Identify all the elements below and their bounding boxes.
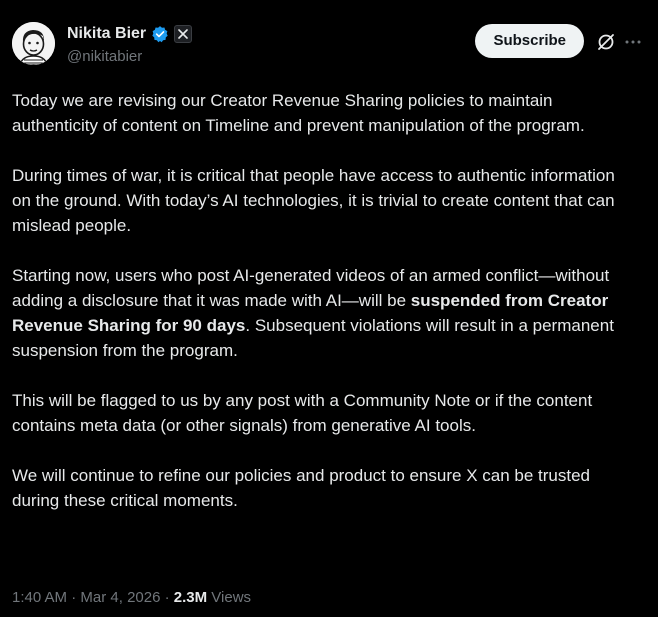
more-icon[interactable]: [624, 32, 642, 52]
post-paragraph: During times of war, it is critical that people have access to authentic information on the ground. With today’s AI technologies, it is trivial to create content that can mislead people.: [12, 166, 615, 235]
post-header: [12, 20, 644, 70]
display-name[interactable]: Nikita Bier: [67, 25, 147, 42]
separator: ·: [160, 589, 174, 606]
name-row: [67, 25, 192, 43]
post-date[interactable]: Mar 4, 2026: [80, 589, 161, 606]
post-paragraph: Today we are revising our Creator Revenue Sharing policies to maintain authenticity of content on Timeline and prevent manipulation of the program.: [12, 91, 585, 135]
post-time[interactable]: 1:40 AM: [12, 589, 68, 606]
post-paragraph: We will continue to refine our policies and product to ensure X can be trusted during these critical moments.: [12, 466, 591, 510]
avatar[interactable]: [12, 22, 55, 65]
paragraph-text: Starting now, users who post AI-generated videos of an armed conflict—without adding a disclosure that it was made with AI—will be: [12, 266, 610, 310]
post-text: [12, 88, 637, 538]
emphasized-text: suspended from Creator Revenue Sharing for 90 days: [12, 291, 609, 335]
separator: ·: [67, 589, 81, 606]
views-label: Views: [207, 589, 252, 606]
subscribe-button[interactable]: Subscribe: [475, 24, 584, 58]
post-paragraph: [12, 263, 637, 363]
paragraph-text: . Subsequent violations will result in a permanent suspension from the program.: [12, 316, 614, 360]
x-affiliate-icon[interactable]: [174, 25, 192, 43]
verified-badge-icon[interactable]: [151, 25, 169, 43]
post-paragraph: This will be flagged to us by any post with a Community Note or if the content contains meta data (or other signals) from generative AI tools.: [12, 391, 593, 435]
handle[interactable]: @nikitabier: [67, 48, 143, 65]
post-meta: [12, 589, 251, 606]
grok-icon[interactable]: [596, 32, 616, 52]
views-count: 2.3M: [173, 589, 208, 606]
